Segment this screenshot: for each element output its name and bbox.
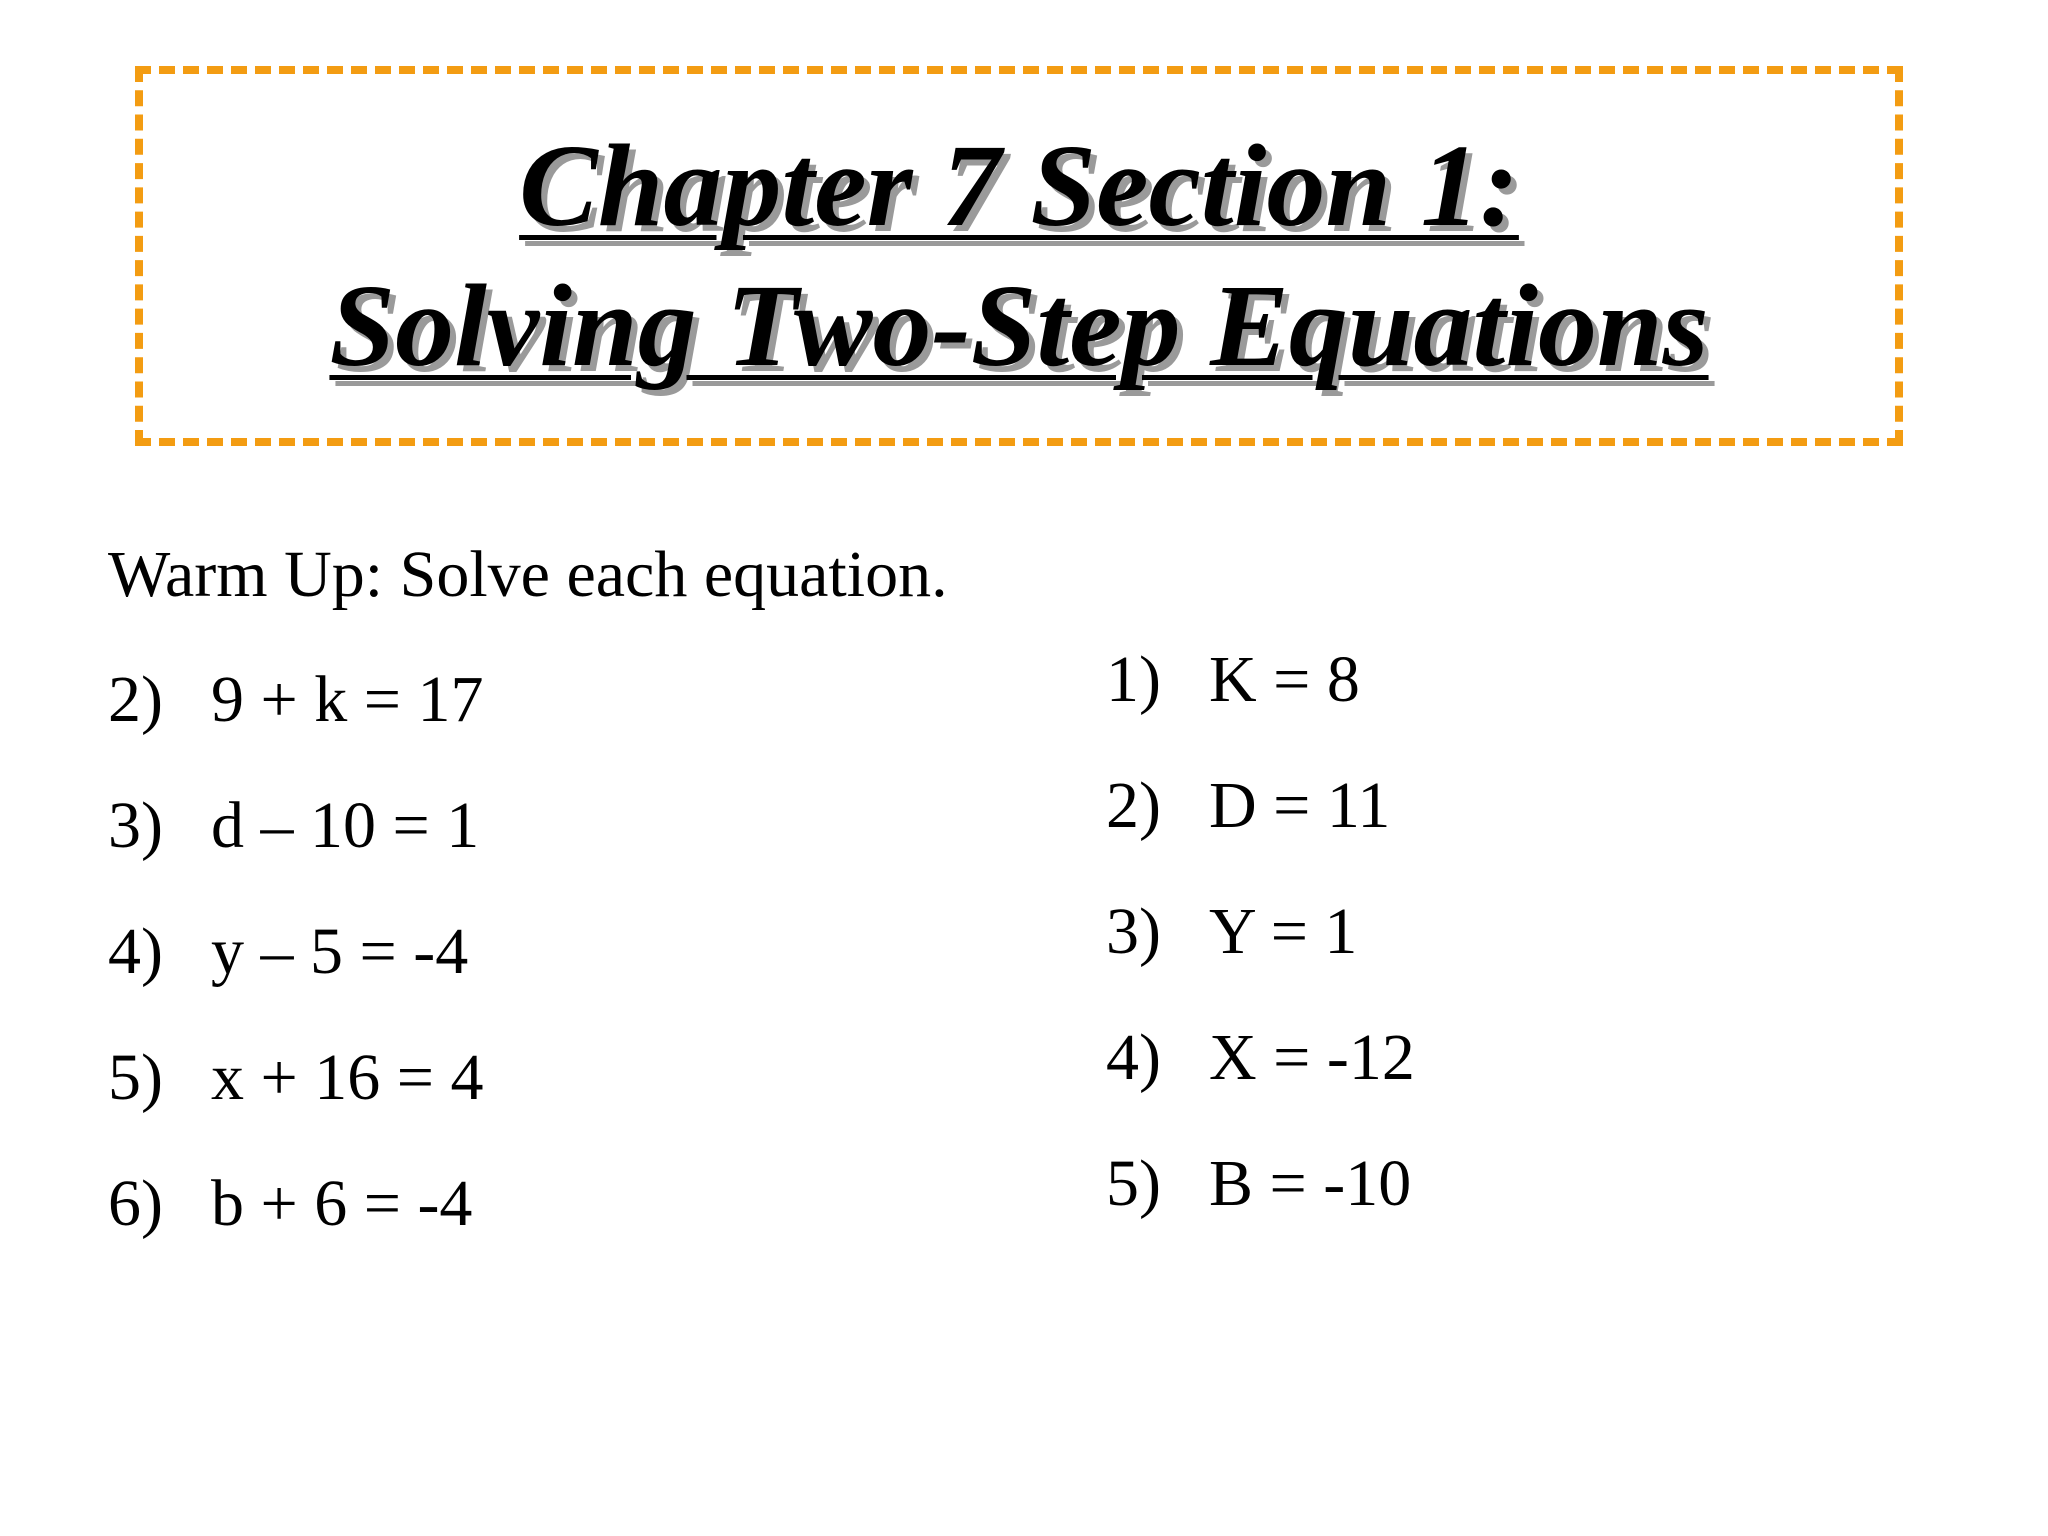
problem-equation: 9 + k = 17 bbox=[211, 663, 484, 736]
slide-title-line-1: Chapter 7 Section 1: bbox=[519, 120, 1519, 251]
problem-equation: y – 5 = -4 bbox=[211, 915, 469, 988]
answer-value: B = -10 bbox=[1209, 1147, 1412, 1220]
problem-item bbox=[108, 912, 468, 992]
answer-value: K = 8 bbox=[1209, 643, 1360, 716]
problem-number: 2) bbox=[108, 663, 163, 736]
answer-item bbox=[1106, 1018, 1415, 1098]
problem-item bbox=[108, 660, 483, 740]
problem-number: 5) bbox=[108, 1041, 163, 1114]
warmup-heading: Warm Up: Solve each equation. bbox=[108, 538, 948, 611]
answer-number: 4) bbox=[1106, 1021, 1161, 1094]
answer-number: 3) bbox=[1106, 895, 1161, 968]
answer-item bbox=[1106, 766, 1390, 846]
problem-item bbox=[108, 1164, 472, 1244]
answer-number: 1) bbox=[1106, 643, 1161, 716]
title-box bbox=[135, 66, 1903, 446]
problem-item bbox=[108, 1038, 483, 1118]
answer-number: 5) bbox=[1106, 1147, 1161, 1220]
problem-item bbox=[108, 786, 479, 866]
problem-number: 4) bbox=[108, 915, 163, 988]
problem-equation: b + 6 = -4 bbox=[211, 1167, 473, 1240]
problem-equation: d – 10 = 1 bbox=[211, 789, 480, 862]
answer-value: X = -12 bbox=[1209, 1021, 1415, 1094]
answer-number: 2) bbox=[1106, 769, 1161, 842]
answer-item bbox=[1106, 1144, 1411, 1224]
answer-item bbox=[1106, 892, 1357, 972]
problem-equation: x + 16 = 4 bbox=[211, 1041, 484, 1114]
problem-number: 3) bbox=[108, 789, 163, 862]
problem-number: 6) bbox=[108, 1167, 163, 1240]
answer-value: Y = 1 bbox=[1209, 895, 1358, 968]
answer-value: D = 11 bbox=[1209, 769, 1391, 842]
slide-title-line-2: Solving Two-Step Equations bbox=[329, 260, 1709, 391]
answer-item bbox=[1106, 640, 1360, 720]
